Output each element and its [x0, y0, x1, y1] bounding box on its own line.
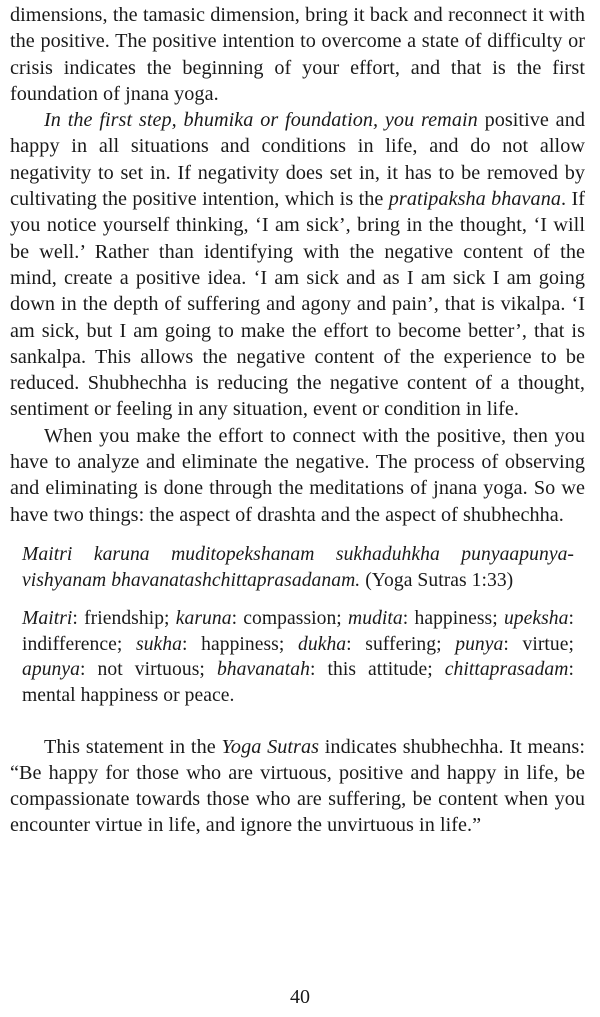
- italic-term: karuna: [175, 608, 232, 630]
- italic-term: sukha: [136, 633, 182, 655]
- italic-term: Maitri: [22, 608, 73, 630]
- text-run: : indifference;: [22, 608, 574, 655]
- text-run: : suffering;: [346, 633, 456, 655]
- text-run: : this attitude;: [309, 659, 445, 681]
- page-number: 40: [290, 986, 310, 1008]
- body-paragraph-3: [10, 423, 585, 528]
- italic-term: dukha: [298, 633, 347, 655]
- book-page: [10, 2, 585, 839]
- italic-term: mudita: [348, 608, 403, 630]
- sutra-quote-block: [22, 542, 574, 709]
- text-run: : happiness;: [402, 608, 504, 630]
- text-run: : not virtuous;: [79, 659, 217, 681]
- text-run: positive and happy in all situations and conditions in life, and do not allow negativity to set in. If negativity does set in, it has to be removed by cultivating the positive intention, which is the: [10, 109, 585, 211]
- italic-term: pratipaksha bhavana: [388, 188, 561, 211]
- text-run: : friendship;: [72, 608, 176, 630]
- text-run: . If you notice yourself thinking, ‘I am sick’, bring in the thought, ‘I will be well.’ Rather than identifying with the negative content of the mind, create a positive idea. ‘I am sick and as I am sick I am going down in the depth of suffering and agony and pain’, that is vikalpa. ‘I am sick, but I am going to make the effort to become better’, that is sankalpa. This allows the negative content of the experience to be reduced. Shubhechha is reducing the negative content of a thought, sentiment or feeling in any situation, event or condition in life.: [10, 188, 585, 421]
- italic-term: Maitri karuna muditopekshanam sukhaduhkha punyaapunya-vishyanam bhavanatashchittaprasadanam.: [22, 543, 574, 591]
- text-run: (Yoga Sutras 1:33): [360, 569, 514, 591]
- closing-paragraph: [10, 734, 585, 839]
- body-paragraph-2: [10, 107, 585, 423]
- text-run: : virtue;: [503, 633, 575, 655]
- text-run: When you make the effort to connect with the positive, then you have to analyze and eliminate the negative. The process of observing and eliminating is done through the meditations of jnana yoga. So we have two things: the aspect of drashta and the aspect of shubhechha.: [10, 424, 585, 526]
- italic-term: upeksha: [503, 608, 569, 630]
- sutra-glossary: [22, 606, 574, 708]
- italic-term: bhavanatah: [216, 659, 310, 681]
- italic-term: punya: [455, 633, 504, 655]
- italic-term: chittaprasadam: [444, 659, 569, 681]
- italic-term: apunya: [22, 659, 80, 681]
- italic-term: Yoga Sutras: [221, 735, 320, 758]
- text-run: : compassion;: [231, 608, 349, 630]
- body-paragraph-1: [10, 2, 585, 107]
- text-run: dimensions, the tamasic dimension, bring it back and reconnect it with the positive. The positive intention to overcome a state of difficulty or crisis indicates the beginning of your effort, and that is the first foundation of jnana yoga.: [10, 4, 585, 105]
- text-run: indicates shubhechha. It means: “Be happy for those who are virtuous, positive and happy in life, be compassionate towards those who are suffering, be content when you encounter virtue in life, and ignore the unvirtuous in life.”: [10, 735, 586, 837]
- text-run: This statement in the: [44, 735, 222, 758]
- sutra-verse: [22, 542, 574, 593]
- text-run: : happiness;: [182, 633, 298, 655]
- text-run: : mental happiness or peace.: [22, 659, 574, 706]
- italic-term: In the first step, bhumika or foundation, you remain: [44, 109, 478, 132]
